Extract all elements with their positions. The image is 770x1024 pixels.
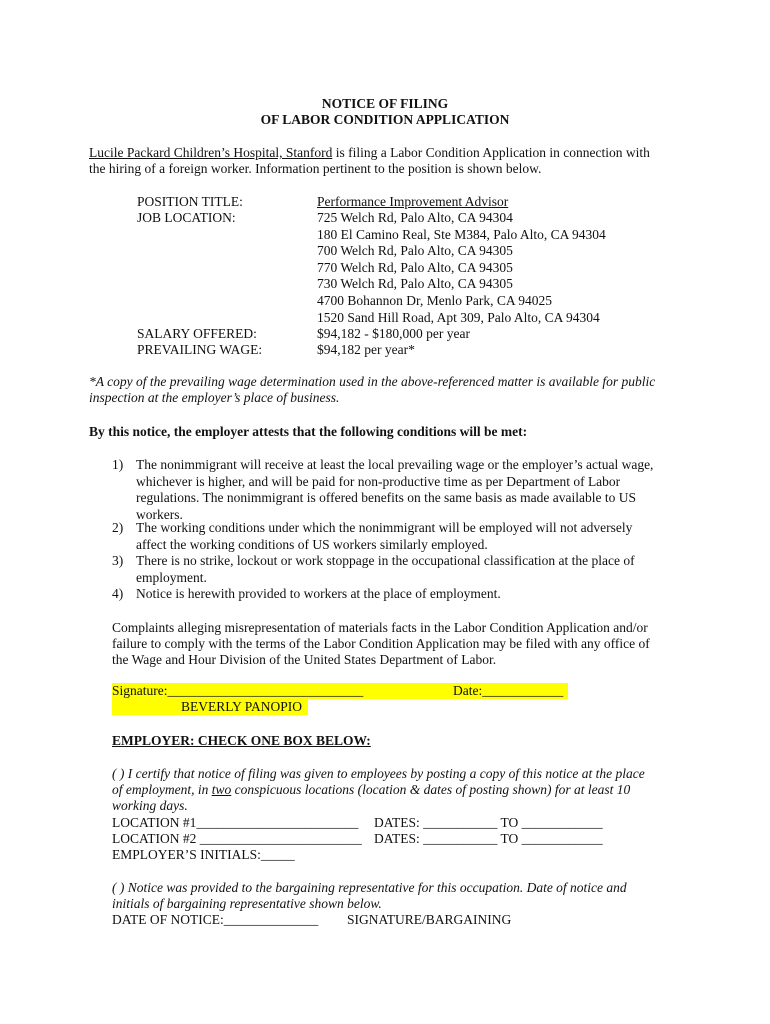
intro-line-1 <box>89 145 650 162</box>
prevailing-wage-label: PREVAILING WAGE: <box>137 342 263 357</box>
position-title-value: Performance Improvement Advisor <box>317 194 509 209</box>
employer-name: Lucile Packard Children’s Hospital, Stanford <box>89 145 333 160</box>
title-line-1: NOTICE OF FILING <box>321 96 449 111</box>
employer-check-heading: EMPLOYER: CHECK ONE BOX BELOW: <box>112 733 371 748</box>
job-location-item: 1520 Sand Hill Road, Apt 309, Palo Alto, CA 94304 <box>317 309 600 325</box>
job-location-item: 725 Welch Rd, Palo Alto, CA 94304 <box>317 210 513 225</box>
condition-number: 4) <box>112 586 124 601</box>
condition-line: Notice is herewith provided to workers at the place of employment. <box>136 586 501 601</box>
option-1-line-3: working days. <box>112 798 188 813</box>
condition-line: There is no strike, lockout or work stoppage in the occupational classification at the place of <box>136 553 635 568</box>
signature-bargaining-label: SIGNATURE/BARGAINING <box>347 912 512 927</box>
condition-line: regulations. The nonimmigrant is offered benefits on the same basis as made available to US <box>136 490 637 506</box>
position-title-label: POSITION TITLE: <box>137 194 243 209</box>
date-of-notice-field[interactable]: DATE OF NOTICE:______________ <box>112 912 319 927</box>
condition-line: The nonimmigrant will receive at least the local prevailing wage or the employer’s actual wage, <box>136 457 654 472</box>
signer-name: BEVERLY PANOPIO <box>181 699 303 714</box>
intro-line-1-rest: is filing a Labor Condition Application in connection with <box>332 145 650 160</box>
job-location-item: 700 Welch Rd, Palo Alto, CA 94305 <box>317 243 513 259</box>
complaints-line-3: the Wage and Hour Division of the United States Department of Labor. <box>112 652 497 667</box>
condition-number: 2) <box>112 520 124 535</box>
job-location-item: 730 Welch Rd, Palo Alto, CA 94305 <box>317 276 513 292</box>
job-location-list <box>317 210 606 326</box>
job-location-label: JOB LOCATION: <box>137 210 236 225</box>
job-location-item: 770 Welch Rd, Palo Alto, CA 94305 <box>317 259 513 275</box>
location-1-field[interactable]: LOCATION #1________________________ <box>112 815 359 830</box>
attest-heading: By this notice, the employer attests that the following conditions will be met: <box>89 424 528 439</box>
condition-line: affect the working conditions of US workers similarly employed. <box>136 536 488 552</box>
signature-field[interactable]: Signature:_____________________________ <box>112 683 364 698</box>
job-location-item: 4700 Bohannon Dr, Menlo Park, CA 94025 <box>317 292 552 308</box>
dates-1-field[interactable]: DATES: ___________ TO ____________ <box>374 815 603 830</box>
condition-line: workers. <box>136 506 183 522</box>
job-location-item: 180 El Camino Real, Ste M384, Palo Alto, CA 94304 <box>317 226 606 242</box>
condition-number: 1) <box>112 457 124 472</box>
footnote-line-2: inspection at the employer’s place of business. <box>89 390 340 405</box>
condition-number: 3) <box>112 553 124 568</box>
option-1-two: two <box>211 782 232 797</box>
option-1-line-2 <box>112 782 630 799</box>
employer-initials-field[interactable]: EMPLOYER’S INITIALS:_____ <box>112 847 295 862</box>
complaints-line-2: failure to comply with the terms of the Labor Condition Application may be filed with any office of <box>112 636 650 651</box>
location-2-field[interactable]: LOCATION #2 ________________________ <box>112 831 362 846</box>
salary-offered-label: SALARY OFFERED: <box>137 326 257 341</box>
option-2-line-2: initials of bargaining representative shown below. <box>112 896 382 911</box>
option-1-line-2-post: conspicuous locations (location & dates of posting shown) for at least 10 <box>231 782 631 797</box>
intro-line-2: the hiring of a foreign worker. Information pertinent to the position is shown below. <box>89 161 542 176</box>
option-2-checkbox-line[interactable]: ( ) Notice was provided to the bargaining representative for this occupation. Date of notice and <box>112 880 627 895</box>
footnote-line-1: *A copy of the prevailing wage determination used in the above-referenced matter is available for public <box>89 374 656 389</box>
salary-offered-value: $94,182 - $180,000 per year <box>317 326 470 341</box>
option-1-checkbox-line[interactable]: ( ) I certify that notice of filing was given to employees by posting a copy of this notice at the place <box>112 766 645 781</box>
date-field[interactable]: Date:____________ <box>453 683 564 698</box>
condition-line: whichever is higher, and will be paid for non-productive time as per Department of Labor <box>136 473 621 489</box>
complaints-line-1: Complaints alleging misrepresentation of materials facts in the Labor Condition Application and/or <box>112 620 648 635</box>
condition-line: employment. <box>136 569 207 585</box>
option-1-line-2-pre: of employment, in <box>112 782 212 797</box>
dates-2-field[interactable]: DATES: ___________ TO ____________ <box>374 831 603 846</box>
title-line-2: OF LABOR CONDITION APPLICATION <box>260 112 510 127</box>
prevailing-wage-value: $94,182 per year* <box>317 342 415 357</box>
condition-line: The working conditions under which the nonimmigrant will be employed will not adversely <box>136 520 633 535</box>
